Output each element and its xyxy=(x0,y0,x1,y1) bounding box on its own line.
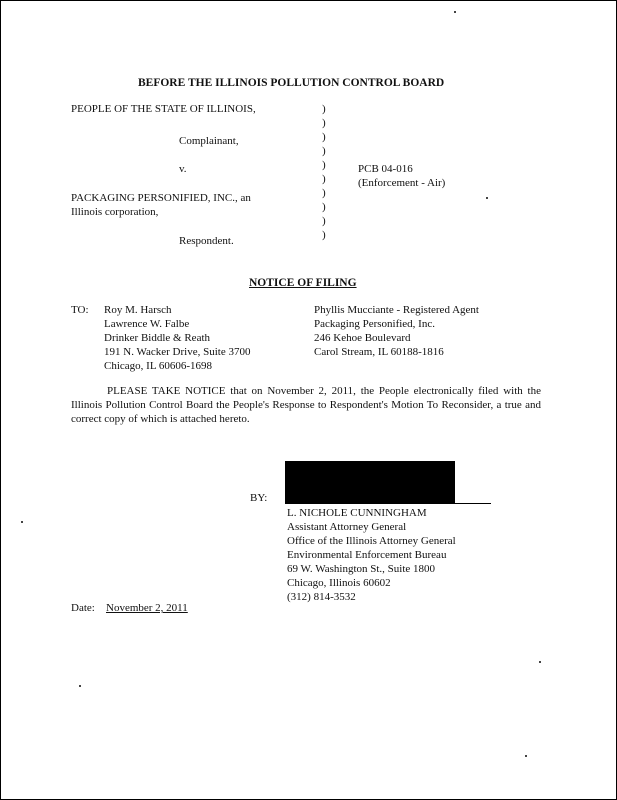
signature-line-text: L. NICHOLE CUNNINGHAM xyxy=(287,507,427,519)
date-label: Date: xyxy=(71,602,95,614)
recipient-right xyxy=(314,303,479,359)
recipient-right-line: Packaging Personified, Inc. xyxy=(314,318,435,330)
signature-line-text: Chicago, Illinois 60602 xyxy=(287,577,391,589)
signature-line-text: Environmental Enforcement Bureau xyxy=(287,549,447,561)
paren: ) xyxy=(322,159,326,171)
recipient-left xyxy=(104,303,250,373)
signature-line-text: Assistant Attorney General xyxy=(287,521,407,533)
to-label: TO: xyxy=(71,304,89,316)
board-title: BEFORE THE ILLINOIS POLLUTION CONTROL BOARD xyxy=(138,77,445,89)
plaintiff-name: PEOPLE OF THE STATE OF ILLINOIS, xyxy=(71,103,256,115)
notice-body: PLEASE TAKE NOTICE that on November 2, 2011, the People electronically filed with the Illinois Pollution Control Board the People's Response to Respondent's Motion To Reconsider, a true and correct copy of which is attached hereto. xyxy=(71,385,541,425)
signature-line xyxy=(285,503,491,504)
signature-line-text: Office of the Illinois Attorney General xyxy=(287,535,456,547)
scan-speck xyxy=(486,197,488,199)
recipient-left-line: Drinker Biddle & Reath xyxy=(104,332,211,344)
recipient-right-line: 246 Kehoe Boulevard xyxy=(314,332,411,344)
paren: ) xyxy=(322,201,326,213)
scan-speck xyxy=(21,521,23,523)
paren: ) xyxy=(322,145,326,157)
signature-block xyxy=(287,506,456,604)
paren: ) xyxy=(322,173,326,185)
recipient-right-line: Phyllis Mucciante - Registered Agent xyxy=(314,304,479,316)
signature-line-text: (312) 814-3532 xyxy=(287,591,356,603)
caption-parens xyxy=(322,102,332,242)
by-label: BY: xyxy=(250,492,268,504)
signature-line-text: 69 W. Washington St., Suite 1800 xyxy=(287,563,436,575)
notice-title: NOTICE OF FILING xyxy=(249,277,357,289)
paren: ) xyxy=(322,117,326,129)
case-type: (Enforcement - Air) xyxy=(358,177,446,189)
paren: ) xyxy=(322,131,326,143)
recipient-right-line: Carol Stream, IL 60188-1816 xyxy=(314,346,444,358)
recipient-left-line: Roy M. Harsch xyxy=(104,304,172,316)
defendant-line-2: Illinois corporation, xyxy=(71,206,159,218)
date-value: November 2, 2011 xyxy=(106,602,188,614)
paren: ) xyxy=(322,215,326,227)
scan-speck xyxy=(79,685,81,687)
case-number: PCB 04-016 xyxy=(358,163,413,175)
paren: ) xyxy=(322,229,326,241)
plaintiff-role: Complainant, xyxy=(179,135,239,147)
recipient-left-line: 191 N. Wacker Drive, Suite 3700 xyxy=(104,346,251,358)
redacted-signature xyxy=(285,461,455,503)
paren: ) xyxy=(322,187,326,199)
defendant-role: Respondent. xyxy=(179,235,234,247)
recipient-left-line: Lawrence W. Falbe xyxy=(104,318,190,330)
versus-text: v. xyxy=(179,163,187,175)
paren: ) xyxy=(322,103,326,115)
scan-speck xyxy=(525,755,527,757)
recipient-left-line: Chicago, IL 60606-1698 xyxy=(104,360,213,372)
scan-speck xyxy=(539,661,541,663)
defendant-line-1: PACKAGING PERSONIFIED, INC., an xyxy=(71,192,251,204)
scan-speck xyxy=(454,11,456,13)
